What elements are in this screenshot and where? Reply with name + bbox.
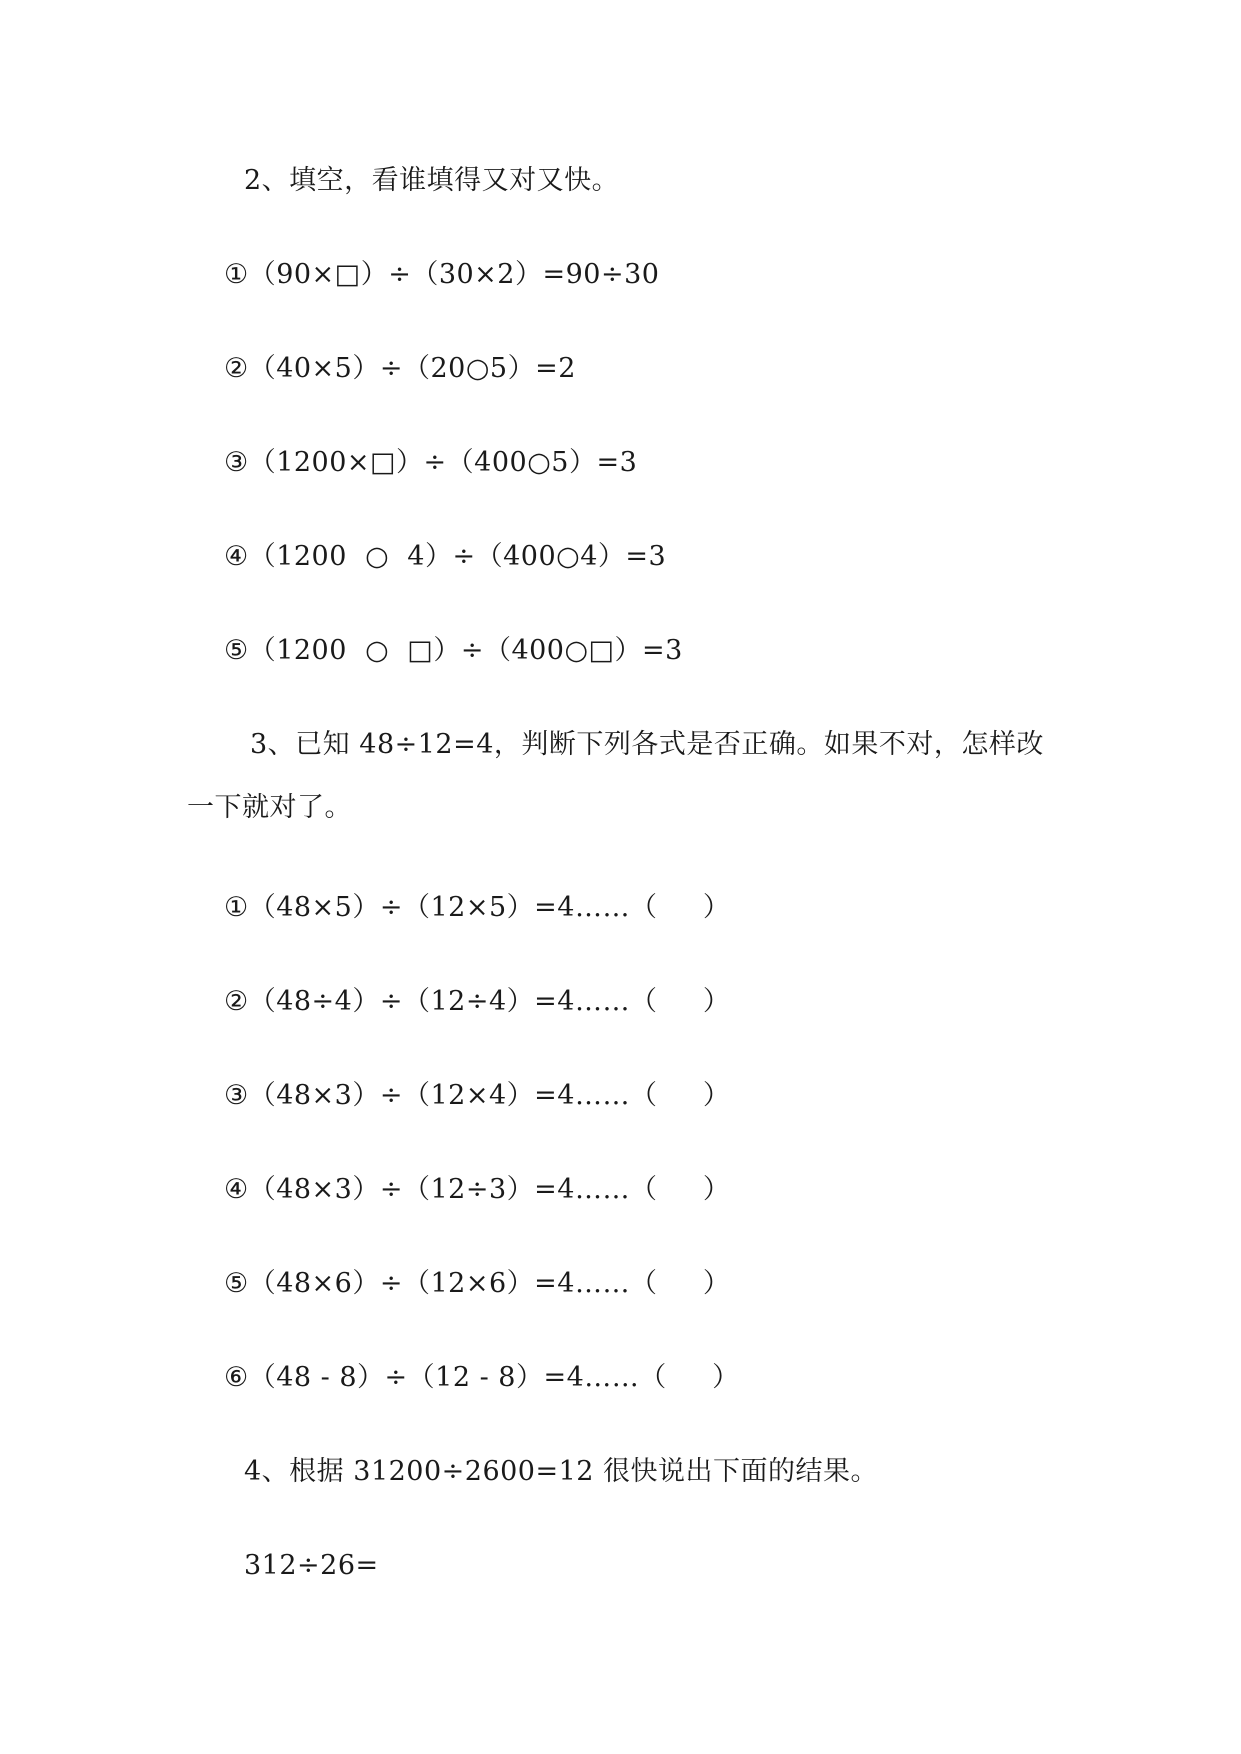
section-4-heading: 4、根据 31200÷2600=12 很快说出下面的结果。 [244, 1456, 879, 1487]
section-2-item-3: ③（1200×□）÷（400○5）=3 [224, 447, 638, 478]
section-2-heading: 2、填空，看谁填得又对又快。 [244, 165, 620, 196]
section-3-item-6: ⑥（48 - 8）÷（12 - 8）=4……（ ） [224, 1362, 740, 1393]
section-2-item-1: ①（90×□）÷（30×2）=90÷30 [224, 259, 660, 290]
section-3-item-4: ④（48×3）÷（12÷3）=4……（ ） [224, 1174, 731, 1205]
section-4-item-1: 312÷26= [244, 1550, 379, 1581]
section-3-item-1: ①（48×5）÷（12×5）=4……（ ） [224, 892, 731, 923]
section-3-item-3: ③（48×3）÷（12×4）=4……（ ） [224, 1080, 731, 1111]
section-2-item-2: ②（40×5）÷（20○5）=2 [224, 353, 576, 384]
section-3-item-5: ⑤（48×6）÷（12×6）=4……（ ） [224, 1268, 731, 1299]
section-3-heading-line-2: 一下就对了。 [187, 792, 352, 823]
section-3-item-2: ②（48÷4）÷（12÷4）=4……（ ） [224, 986, 731, 1017]
section-2-item-4: ④（1200 ○ 4）÷（400○4）=3 [224, 541, 667, 572]
section-2-item-5: ⑤（1200 ○ □）÷（400○□）=3 [224, 635, 683, 666]
section-3-heading-line-1: 3、已知 48÷12=4，判断下列各式是否正确。如果不对，怎样改 [250, 729, 1044, 760]
